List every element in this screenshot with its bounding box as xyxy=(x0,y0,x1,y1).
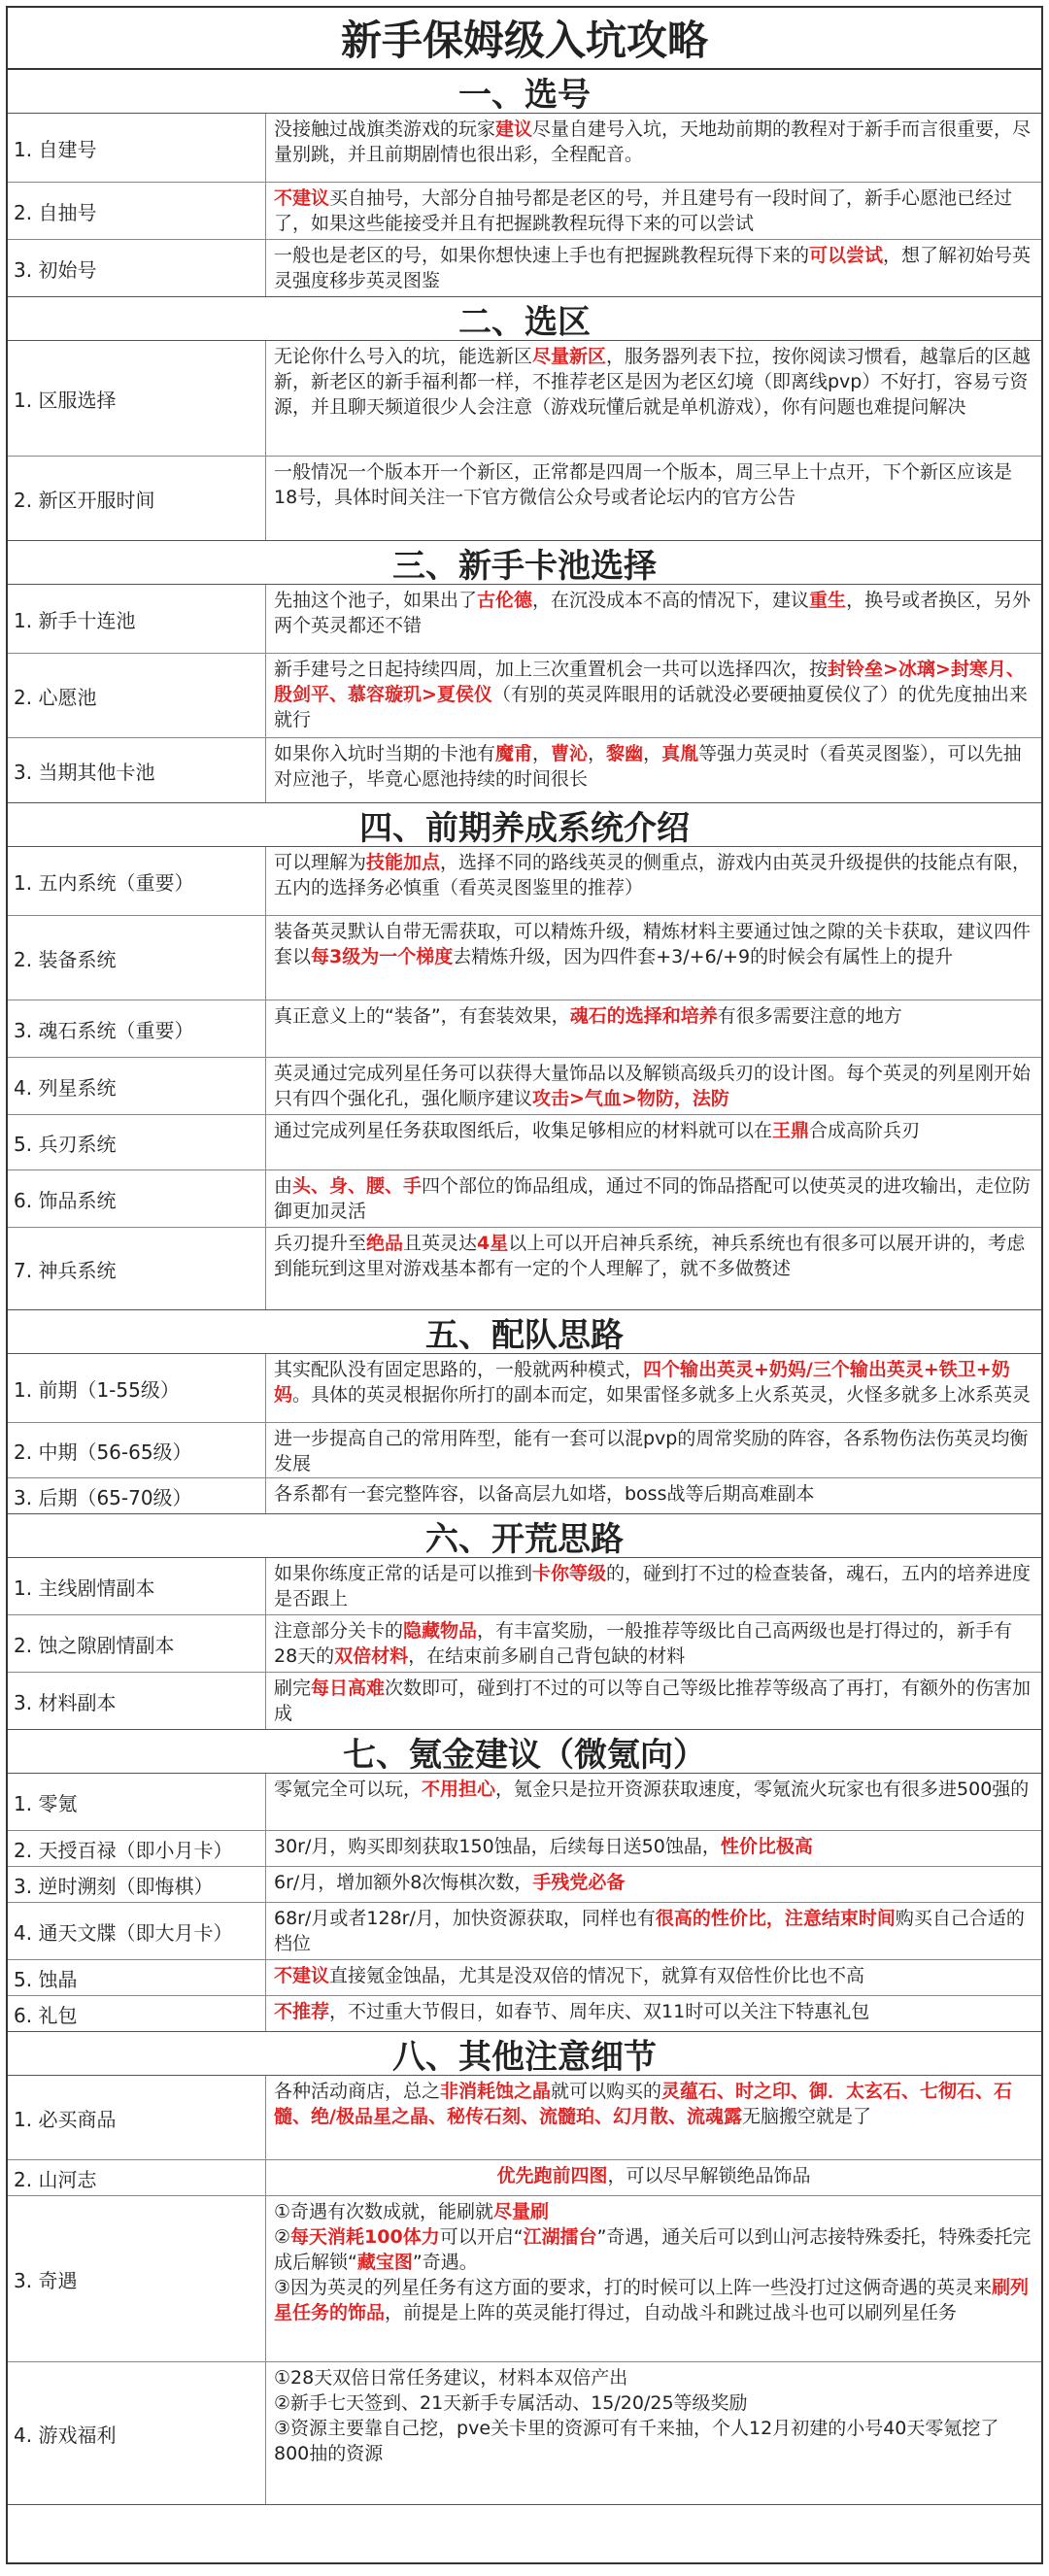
content-paragraph xyxy=(274,1676,1033,1726)
row-label: 6. 礼包 xyxy=(8,1996,266,2031)
body-text: ， xyxy=(588,743,607,764)
section xyxy=(8,1514,1041,1730)
section-header: 六、开荒思路 xyxy=(8,1514,1041,1558)
row-content xyxy=(266,654,1041,737)
body-text: ，在沉没成本不高的情况下，建议 xyxy=(532,590,810,611)
row-content xyxy=(266,916,1041,1000)
body-text: 有很多需要注意的地方 xyxy=(717,1005,902,1027)
section-header: 四、前期养成系统介绍 xyxy=(8,803,1041,847)
body-text: 无论你什么号入的坑，能选新区 xyxy=(274,346,533,367)
content-paragraph xyxy=(274,1118,1033,1143)
table-row xyxy=(8,738,1041,802)
highlight-text: 攻击>气血>物防，法防 xyxy=(532,1088,729,1109)
content-paragraph xyxy=(274,1357,1033,1407)
row-content xyxy=(266,457,1041,540)
row-content xyxy=(266,183,1041,239)
body-text: 直接氪金蚀晶，尤其是没双倍的情况下，就算有双倍性价比也不高 xyxy=(329,1965,865,1986)
row-content xyxy=(266,2160,1041,2195)
content-paragraph xyxy=(274,2163,1033,2188)
body-text: 可以理解为 xyxy=(274,852,367,873)
body-text: ③因为英灵的列星任务有这方面的要求，打的时候可以上阵一些没打过这俩奇遇的英灵来 xyxy=(274,2277,993,2298)
highlight-text: 古伦德 xyxy=(477,590,533,611)
table-row xyxy=(8,916,1041,1000)
section xyxy=(8,803,1041,1310)
section-header: 二、选区 xyxy=(8,297,1041,341)
content-paragraph xyxy=(274,2365,1033,2390)
highlight-text: 建议 xyxy=(495,119,533,140)
body-text: 英灵通过完成列星任务可以获得大量饰品以及解锁高级兵刃的设计图。每个英灵的列星刚开始只有四个强化孔，强化顺序建议 xyxy=(274,1063,1032,1109)
row-content xyxy=(266,1354,1041,1422)
section xyxy=(8,70,1041,297)
content-paragraph xyxy=(274,1999,1033,2024)
section-header: 三、新手卡池选择 xyxy=(8,541,1041,585)
section xyxy=(8,1310,1041,1514)
body-text: 去精炼升级，因为四件套+3/+6/+9的时候会有属性上的提升 xyxy=(453,946,954,967)
row-label: 4. 列星系统 xyxy=(8,1058,266,1114)
row-label: 2. 装备系统 xyxy=(8,916,266,1000)
body-text: 刷完 xyxy=(274,1678,312,1699)
highlight-text: 不建议 xyxy=(274,187,330,209)
row-label: 1. 自建号 xyxy=(8,114,266,182)
row-label: 6. 饰品系统 xyxy=(8,1170,266,1227)
row-content xyxy=(266,585,1041,653)
body-text: 可以开启“ xyxy=(439,2226,524,2248)
body-text: 先抽这个池子，如果出了 xyxy=(274,590,478,611)
content-paragraph xyxy=(274,2224,1033,2275)
content-paragraph xyxy=(274,588,1033,638)
body-text: ，前提是上阵的英灵能打得过，自动战斗和跳过战斗也可以刷列星任务 xyxy=(385,2302,958,2323)
body-text: 如果你入坑时当期的卡池有 xyxy=(274,743,496,764)
body-text: ， xyxy=(532,743,552,764)
content-paragraph xyxy=(274,2079,1033,2129)
row-content xyxy=(266,1000,1041,1057)
row-label: 2. 蚀之隙剧情副本 xyxy=(8,1615,266,1672)
body-text: 30r/月，购买即刻获取150蚀晶，后续每日送50蚀晶， xyxy=(274,1836,721,1857)
content-paragraph xyxy=(274,2390,1033,2416)
row-label: 3. 材料副本 xyxy=(8,1673,266,1729)
content-paragraph xyxy=(274,117,1033,167)
row-label: 2. 自抽号 xyxy=(8,183,266,239)
body-text: 次数即可，碰到打不过的可以等自己等级比推荐等级高了再打，有额外的伤害加成 xyxy=(274,1678,1032,1724)
body-text: ，有丰富奖励，一般推荐等级比自己高两级也是打得过的，新手有28天的 xyxy=(274,1620,1013,1667)
body-text: ”奇遇，通关后可以到山河志接特殊委托，特殊委托完成后解锁“ xyxy=(274,2226,1032,2273)
highlight-text: 尽量刷 xyxy=(493,2201,550,2222)
highlight-text: 技能加点 xyxy=(366,852,441,873)
body-text: ②新手七天签到、21天新手专属活动、15/20/25等级奖励 xyxy=(274,2392,748,2414)
content-paragraph xyxy=(274,186,1033,236)
row-label: 3. 后期（65-70级） xyxy=(8,1478,266,1513)
table-row xyxy=(8,341,1041,457)
body-text: 的，碰到打不过的检查装备，魂石，五内的培养进度是否跟上 xyxy=(274,1563,1032,1610)
body-text: ，换号或者换区，另外两个英灵都还不错 xyxy=(274,590,1032,636)
row-label: 1. 必买商品 xyxy=(8,2076,266,2159)
row-content xyxy=(266,1228,1041,1309)
body-text: 没接触过战旗类游戏的玩家 xyxy=(274,119,496,140)
body-text: 各种活动商店，总之 xyxy=(274,2081,441,2102)
table-row xyxy=(8,1115,1041,1170)
content-paragraph xyxy=(274,1426,1033,1476)
body-text: 等强力英灵时（看英灵图鉴），可以先抽对应池子，毕竟心愿池持续的时间很长 xyxy=(274,743,1022,790)
highlight-text: 封铃垒>冰璃>封寒月、殷剑平、慕容璇玑>夏侯仪 xyxy=(274,659,1025,705)
row-label: 1. 零氪 xyxy=(8,1774,266,1830)
highlight-text: 江湖擂台 xyxy=(523,2226,597,2248)
table-row xyxy=(8,654,1041,738)
content-paragraph xyxy=(274,1618,1033,1669)
content-paragraph xyxy=(274,1870,1033,1895)
body-text: 无脑搬空就是了 xyxy=(741,2106,871,2127)
row-content xyxy=(266,1960,1041,1995)
content-paragraph xyxy=(274,1003,1033,1029)
content-paragraph xyxy=(274,1561,1033,1611)
highlight-text: 魂石的选择和培养 xyxy=(569,1005,718,1027)
row-label: 2. 山河志 xyxy=(8,2160,266,2195)
row-content xyxy=(266,1903,1041,1959)
row-label: 3. 初始号 xyxy=(8,240,266,296)
highlight-text: 隐藏物品 xyxy=(403,1620,478,1642)
body-text: （有别的英灵阵眼用的话就没必要硬抽夏侯仪了）的优先度抽出来就行 xyxy=(274,684,1028,730)
table-row xyxy=(8,1831,1041,1867)
highlight-text: 卡你等级 xyxy=(532,1563,607,1584)
row-content xyxy=(266,114,1041,182)
row-content xyxy=(266,1558,1041,1614)
body-text: ，想了解初始号英灵强度移步英灵图鉴 xyxy=(274,245,1032,291)
body-text: 一般情况一个版本开一个新区，正常都是四周一个版本，周三早上十点开，下个新区应该是18号，具体时间关注一下官方微信公众号或者论坛内的官方公告 xyxy=(274,461,1013,508)
body-text: 买自抽号，大部分自抽号都是老区的号，并且建号有一段时间了，新手心愿池已经过了，如果这些能接受并且有把握跳教程玩得下来的可以尝试 xyxy=(274,187,1013,234)
table-row xyxy=(8,1478,1041,1513)
body-text: ，不过重大节假日，如春节、周年庆、双11时可以关注下特惠礼包 xyxy=(329,2001,870,2022)
section xyxy=(8,2032,1041,2505)
body-text: 四个部位的饰品组成，通过不同的饰品搭配可以使英灵的进攻输出，走位防御更加灵活 xyxy=(274,1175,1032,1222)
row-content xyxy=(266,2076,1041,2159)
row-label: 1. 主线剧情副本 xyxy=(8,1558,266,1614)
highlight-text: 刷列星任务的饰品 xyxy=(274,2277,1030,2323)
row-label: 4. 通天文牒（即大月卡） xyxy=(8,1903,266,1959)
content-paragraph xyxy=(274,1963,1033,1988)
row-label: 1. 五内系统（重要） xyxy=(8,847,266,915)
body-text: 购买自己合适的档位 xyxy=(274,1908,1025,1954)
body-text: 就可以购买的 xyxy=(551,2081,662,2102)
section xyxy=(8,1730,1041,2032)
content-paragraph xyxy=(274,1231,1033,1281)
highlight-text: 不用担心 xyxy=(422,1779,496,1800)
row-content xyxy=(266,1673,1041,1729)
body-text: ，氪金只是拉开资源获取速度，零氪流火玩家也有很多进500强的 xyxy=(495,1779,1030,1800)
row-label: 1. 前期（1-55级） xyxy=(8,1354,266,1422)
content-paragraph xyxy=(274,1173,1033,1224)
table-row xyxy=(8,1558,1041,1615)
body-text: 6r/月，增加额外8次悔棋次数， xyxy=(274,1872,533,1893)
row-label: 2. 中期（56-65级） xyxy=(8,1423,266,1477)
content-paragraph xyxy=(274,1777,1033,1802)
section-header: 一、选号 xyxy=(8,70,1041,114)
row-label: 3. 奇遇 xyxy=(8,2196,266,2361)
table-row xyxy=(8,1058,1041,1115)
table-row xyxy=(8,2076,1041,2160)
row-content xyxy=(266,341,1041,456)
highlight-text: 不建议 xyxy=(274,1965,330,1986)
body-text: 进一步提高自己的常用阵型，能有一套可以混pvp的周常奖励的阵容，各系物伤法伤英灵均衡发展 xyxy=(274,1428,1029,1474)
section xyxy=(8,297,1041,541)
table-row xyxy=(8,183,1041,240)
highlight-text: 不推荐 xyxy=(274,2001,330,2022)
row-label: 7. 神兵系统 xyxy=(8,1228,266,1309)
body-text: 装备英灵默认自带无需获取，可以精炼升级，精炼材料主要通过蚀之隙的关卡获取，建议四件套以 xyxy=(274,921,1032,967)
table-row xyxy=(8,1774,1041,1831)
row-content xyxy=(266,2362,1041,2504)
body-text: 一般也是老区的号，如果你想快速上手也有把握跳教程玩得下来的 xyxy=(274,245,810,266)
table-row xyxy=(8,1867,1041,1903)
body-text: 。具体的英灵根据你所打的副本而定，如果雷怪多就多上火系英灵，火怪多就多上冰系英灵 xyxy=(292,1384,1032,1406)
row-label: 3. 逆时溯刻（即悔棋） xyxy=(8,1867,266,1902)
body-text: 以上可以开启神兵系统，神兵系统也有很多可以展开讲的，考虑到能玩到这里对游戏基本都有一定的个人理解了，就不多做赘述 xyxy=(274,1233,1026,1279)
row-label: 5. 兵刃系统 xyxy=(8,1115,266,1169)
guide-table xyxy=(6,6,1043,2564)
section-header: 八、其他注意细节 xyxy=(8,2032,1041,2076)
table-row xyxy=(8,2196,1041,2362)
row-content xyxy=(266,1478,1041,1513)
table-row xyxy=(8,1354,1041,1423)
body-text: 尽量自建号入坑，天地劫前期的教程对于新手而言很重要，尽量别跳，并且前期剧情也很出彩，全程配音。 xyxy=(274,119,1032,165)
body-text: 真正意义上的“装备”，有套装效果， xyxy=(274,1005,570,1027)
body-text: ”奇遇。 xyxy=(412,2252,478,2273)
highlight-text: 可以尝试 xyxy=(809,245,884,266)
highlight-text: 真胤 xyxy=(661,743,699,764)
highlight-text: 每3级为一个梯度 xyxy=(311,946,454,967)
row-content xyxy=(266,2196,1041,2361)
row-content xyxy=(266,240,1041,296)
highlight-text: 王鼎 xyxy=(772,1120,810,1141)
content-paragraph xyxy=(274,919,1033,969)
highlight-text: 4星 xyxy=(477,1233,509,1254)
body-text: 68r/月或者128r/月，加快资源获取，同样也有 xyxy=(274,1908,656,1929)
body-text: 新手建号之日起持续四周，加上三次重置机会一共可以选择四次，按 xyxy=(274,659,829,680)
row-label: 2. 新区开服时间 xyxy=(8,457,266,540)
row-content xyxy=(266,1115,1041,1169)
content-paragraph xyxy=(274,741,1033,792)
table-row xyxy=(8,1673,1041,1729)
highlight-text: 双倍材料 xyxy=(334,1645,409,1667)
body-text: ①奇遇有次数成就，能刷就 xyxy=(274,2201,494,2222)
body-text: 通过完成列星任务获取图纸后，收集足够相应的材料就可以在 xyxy=(274,1120,773,1141)
content-paragraph xyxy=(274,1481,1033,1507)
body-text: 且英灵达 xyxy=(403,1233,478,1254)
highlight-text: 灵蕴石、时之印、御．太玄石、七彻石、石髓、绝/极品星之晶、秘传石刻、流髓珀、幻月散、流魂露 xyxy=(274,2081,1013,2127)
content-paragraph xyxy=(274,657,1033,732)
body-text: ② xyxy=(274,2226,291,2248)
body-text: 兵刃提升至 xyxy=(274,1233,367,1254)
table-row xyxy=(8,1996,1041,2031)
content-paragraph xyxy=(274,2275,1033,2325)
highlight-text: 性价比极高 xyxy=(720,1836,813,1857)
content-paragraph xyxy=(274,2416,1033,2466)
body-text: 其实配队没有固定思路的，一般就两种模式， xyxy=(274,1359,644,1380)
highlight-text: 四个输出英灵+奶妈/三个输出英灵+铁卫+奶妈 xyxy=(274,1359,1010,1406)
highlight-text: 很高的性价比，注意结束时间 xyxy=(655,1908,896,1929)
sections-container xyxy=(8,70,1041,2505)
row-content xyxy=(266,1867,1041,1902)
table-row xyxy=(8,2362,1041,2504)
section-header: 七、氪金建议（微氪向） xyxy=(8,1730,1041,1774)
content-paragraph xyxy=(274,344,1033,420)
body-text: 由 xyxy=(274,1175,293,1197)
row-content xyxy=(266,1423,1041,1477)
highlight-text: 手残党必备 xyxy=(532,1872,626,1893)
body-text: 各系都有一套完整阵容，以备高层九如塔，boss战等后期高难副本 xyxy=(274,1483,815,1505)
highlight-text: 曹沁 xyxy=(551,743,589,764)
row-label: 3. 当期其他卡池 xyxy=(8,738,266,802)
body-text: 合成高阶兵刃 xyxy=(809,1120,921,1141)
highlight-text: 黎幽 xyxy=(606,743,644,764)
row-content xyxy=(266,1615,1041,1672)
row-content xyxy=(266,1774,1041,1830)
body-text: ，选择不同的路线英灵的侧重点，游戏内由英灵升级提供的技能点有限，五内的选择务必慎重（看英灵图鉴里的推荐） xyxy=(274,852,1032,898)
row-label: 2. 天授百禄（即小月卡） xyxy=(8,1831,266,1866)
row-label: 1. 新手十连池 xyxy=(8,585,266,653)
row-label: 5. 蚀晶 xyxy=(8,1960,266,1995)
row-label: 4. 游戏福利 xyxy=(8,2362,266,2504)
table-row xyxy=(8,457,1041,540)
highlight-text: 非消耗蚀之晶 xyxy=(440,2081,552,2102)
content-paragraph xyxy=(274,1061,1033,1111)
table-row xyxy=(8,847,1041,916)
highlight-text: 优先跑前四图 xyxy=(496,2165,608,2186)
highlight-text: 藏宝图 xyxy=(356,2252,413,2273)
row-content xyxy=(266,738,1041,802)
table-row xyxy=(8,240,1041,296)
highlight-text: 头、身、腰、手 xyxy=(292,1175,423,1197)
highlight-text: 每日高难 xyxy=(311,1678,386,1699)
row-label: 2. 心愿池 xyxy=(8,654,266,737)
row-label: 1. 区服选择 xyxy=(8,341,266,456)
table-row xyxy=(8,114,1041,183)
highlight-text: 每天消耗100体力 xyxy=(290,2226,440,2248)
table-row xyxy=(8,1615,1041,1673)
table-row xyxy=(8,1228,1041,1309)
content-paragraph xyxy=(274,2199,1033,2224)
table-row xyxy=(8,1960,1041,1996)
body-text: ，可以尽早解锁绝品饰品 xyxy=(607,2165,811,2186)
highlight-text: 魔甫 xyxy=(495,743,533,764)
content-paragraph xyxy=(274,243,1033,293)
content-paragraph xyxy=(274,1834,1033,1859)
body-text: 零氪完全可以玩， xyxy=(274,1779,423,1800)
highlight-text: 重生 xyxy=(809,590,847,611)
body-text: ，服务器列表下拉，按你阅读习惯看，越靠后的区越新，新老区的新手福利都一样，不推荐老区是因为老区幻境（即离线pvp）不好打，容易亏资源，并且聊天频道很少人会注意（游戏玩懂后就是单机游戏），你有问题也难提问解决 xyxy=(274,346,1032,418)
row-content xyxy=(266,1170,1041,1227)
body-text: ， xyxy=(643,743,662,764)
row-content xyxy=(266,1058,1041,1114)
row-content xyxy=(266,847,1041,915)
table-row xyxy=(8,585,1041,654)
content-paragraph xyxy=(274,850,1033,900)
body-text: 注意部分关卡的 xyxy=(274,1620,404,1642)
table-row xyxy=(8,1170,1041,1228)
highlight-text: 绝品 xyxy=(366,1233,404,1254)
table-row xyxy=(8,2160,1041,2196)
body-text: ①28天双倍日常任务建议，材料本双倍产出 xyxy=(274,2367,628,2389)
section-header: 五、配队思路 xyxy=(8,1310,1041,1354)
table-row xyxy=(8,1423,1041,1478)
content-paragraph xyxy=(274,459,1033,510)
row-content xyxy=(266,1996,1041,2031)
section xyxy=(8,541,1041,803)
content-paragraph xyxy=(274,1906,1033,1956)
body-text: ③资源主要靠自己挖，pve关卡里的资源可有千来抽，个人12月初建的小号40天零氪挖了800抽的资源 xyxy=(274,2418,999,2464)
body-text: 如果你练度正常的话是可以推到 xyxy=(274,1563,533,1584)
table-row xyxy=(8,1903,1041,1960)
table-row xyxy=(8,1000,1041,1058)
page-title: 新手保姆级入坑攻略 xyxy=(8,8,1041,70)
row-label: 3. 魂石系统（重要） xyxy=(8,1000,266,1057)
highlight-text: 尽量新区 xyxy=(532,346,607,367)
row-content xyxy=(266,1831,1041,1866)
body-text: ，在结束前多刷自己背包缺的材料 xyxy=(408,1645,686,1667)
